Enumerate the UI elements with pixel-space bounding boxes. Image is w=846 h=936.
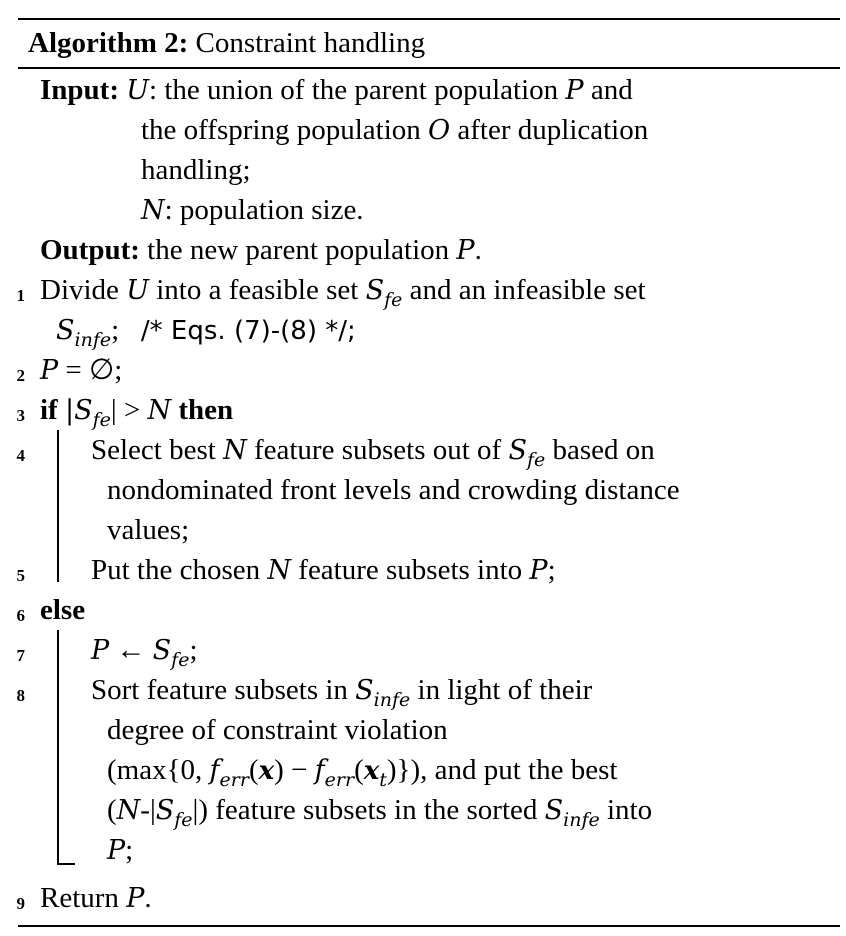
else-block-end bbox=[57, 863, 75, 865]
step-2-line bbox=[40, 350, 122, 390]
step-text: based on bbox=[552, 434, 655, 466]
subscript: fe bbox=[174, 809, 193, 831]
p-symbol: P bbox=[456, 235, 475, 266]
input-n-text: : population size. bbox=[164, 194, 364, 226]
step-text: -| bbox=[140, 794, 156, 826]
subscript: err bbox=[324, 769, 355, 791]
input-text-3: after duplication bbox=[457, 114, 649, 146]
s-symbol: S bbox=[152, 635, 172, 666]
comment: /* Eqs. (7)-(8) */; bbox=[140, 316, 356, 346]
step-1-line-1 bbox=[40, 270, 646, 310]
input-line-1 bbox=[40, 70, 633, 110]
subscript: t bbox=[379, 769, 387, 791]
line-number-7: 7 bbox=[16, 646, 25, 665]
n-symbol: N bbox=[223, 435, 247, 466]
algorithm-caption bbox=[28, 24, 425, 62]
step-text: ( bbox=[248, 754, 259, 786]
s-symbol: S bbox=[544, 795, 564, 826]
step-text: = ∅; bbox=[58, 354, 123, 386]
step-3-line bbox=[40, 390, 233, 430]
else-block-bar bbox=[57, 630, 59, 864]
step-text: Put the chosen bbox=[91, 554, 261, 586]
line-number-9: 9 bbox=[16, 894, 25, 913]
step-text: ; bbox=[189, 634, 198, 666]
step-8-line-2 bbox=[107, 710, 448, 750]
step-4-line-3 bbox=[107, 510, 189, 550]
subscript: fe bbox=[526, 449, 546, 471]
step-text: Return bbox=[40, 882, 119, 914]
subscript: infe bbox=[563, 809, 600, 831]
output-end: . bbox=[474, 234, 482, 266]
input-and: and bbox=[590, 74, 633, 106]
algorithm-title: Constraint handling bbox=[195, 27, 426, 59]
x-symbol: x bbox=[363, 756, 380, 786]
top-rule bbox=[18, 18, 840, 20]
step-text: |) feature subsets in the sorted bbox=[192, 794, 538, 826]
step-text: into bbox=[606, 794, 653, 826]
then-keyword: then bbox=[178, 394, 234, 426]
step-text: feature subsets into bbox=[298, 554, 523, 586]
step-text: and an infeasible set bbox=[409, 274, 646, 306]
step-text: ( bbox=[107, 794, 117, 826]
u-symbol: U bbox=[126, 275, 149, 306]
input-line-3 bbox=[141, 150, 251, 190]
bottom-rule bbox=[18, 925, 840, 927]
input-text-2: the offspring population bbox=[141, 114, 421, 146]
p-symbol: P bbox=[565, 75, 584, 106]
step-text: ; bbox=[125, 834, 134, 866]
step-text: | > bbox=[110, 394, 148, 426]
step-text: Divide bbox=[40, 274, 119, 306]
if-block-bar bbox=[57, 430, 59, 582]
p-symbol: P bbox=[91, 635, 110, 666]
subscript: infe bbox=[373, 689, 411, 711]
s-symbol: S bbox=[508, 435, 527, 466]
p-symbol: P bbox=[107, 835, 126, 866]
step-text: into a feasible set bbox=[156, 274, 359, 306]
step-text: ; bbox=[111, 314, 120, 346]
n-symbol: N bbox=[116, 795, 141, 826]
step-text: )}), and put the best bbox=[386, 754, 618, 786]
step-9-line bbox=[40, 878, 152, 918]
s-symbol: |S bbox=[64, 395, 93, 426]
step-text: ( bbox=[354, 754, 364, 786]
input-text-1: : the union of the parent population bbox=[149, 74, 559, 106]
s-symbol: S bbox=[355, 675, 374, 706]
p-symbol: P bbox=[126, 883, 145, 914]
line-number-8: 8 bbox=[16, 686, 25, 705]
p-symbol: P bbox=[40, 355, 59, 386]
step-text: Select best bbox=[91, 434, 216, 466]
s-symbol: S bbox=[365, 275, 385, 306]
output-text: the new parent population bbox=[147, 234, 450, 266]
subscript: fe bbox=[384, 289, 403, 311]
line-number-4: 4 bbox=[16, 446, 25, 465]
input-line-2 bbox=[141, 110, 648, 150]
step-text: (max{0, bbox=[107, 754, 210, 786]
arrow: ← bbox=[109, 634, 153, 666]
caption-rule bbox=[18, 67, 840, 69]
subscript: err bbox=[219, 769, 249, 791]
step-text: Sort feature subsets in bbox=[91, 674, 348, 706]
u-symbol: U bbox=[126, 75, 150, 106]
line-number-2: 2 bbox=[16, 366, 25, 385]
step-text: nondominated front levels and crowding distance bbox=[107, 474, 680, 506]
o-symbol: O bbox=[428, 115, 451, 146]
step-text: values; bbox=[107, 514, 190, 546]
step-8-line-4 bbox=[107, 790, 652, 830]
input-line-4 bbox=[141, 190, 364, 230]
step-8-line-1 bbox=[91, 670, 592, 710]
step-text: ) − bbox=[274, 754, 315, 786]
line-number-3: 3 bbox=[16, 406, 25, 425]
line-number-5: 5 bbox=[16, 566, 25, 585]
f-symbol: f bbox=[314, 755, 325, 786]
p-symbol: P bbox=[529, 555, 548, 586]
step-text: degree of constraint violation bbox=[107, 714, 448, 746]
s-symbol: S bbox=[155, 795, 175, 826]
step-text: feature subsets out of bbox=[253, 434, 502, 466]
line-number-6: 6 bbox=[16, 606, 25, 625]
step-text: in light of their bbox=[417, 674, 593, 706]
x-symbol: x bbox=[258, 756, 275, 786]
else-keyword: else bbox=[40, 594, 86, 626]
n-symbol: N bbox=[141, 195, 165, 226]
if-keyword: if bbox=[40, 394, 58, 426]
step-text: ; bbox=[547, 554, 556, 586]
output-keyword: Output: bbox=[40, 234, 140, 266]
step-8-line-5 bbox=[107, 830, 133, 870]
s-symbol: S bbox=[56, 315, 75, 346]
input-text-4: handling; bbox=[141, 154, 251, 186]
step-8-line-3 bbox=[107, 750, 617, 790]
output-line bbox=[40, 230, 482, 270]
step-5-line bbox=[91, 550, 556, 590]
step-1-line-2 bbox=[56, 310, 356, 350]
step-text: . bbox=[144, 882, 152, 914]
step-7-line bbox=[91, 630, 198, 670]
subscript: infe bbox=[74, 329, 112, 351]
f-symbol: f bbox=[209, 755, 220, 786]
algorithm-label: Algorithm 2: bbox=[28, 27, 189, 59]
line-number-1: 1 bbox=[16, 286, 25, 305]
subscript: fe bbox=[92, 409, 111, 431]
n-symbol: N bbox=[267, 555, 292, 586]
n-symbol: N bbox=[147, 395, 172, 426]
step-4-line-1 bbox=[91, 430, 655, 470]
step-4-line-2 bbox=[107, 470, 680, 510]
input-keyword: Input: bbox=[40, 74, 119, 106]
step-6-line bbox=[40, 590, 85, 630]
subscript: fe bbox=[171, 649, 190, 671]
